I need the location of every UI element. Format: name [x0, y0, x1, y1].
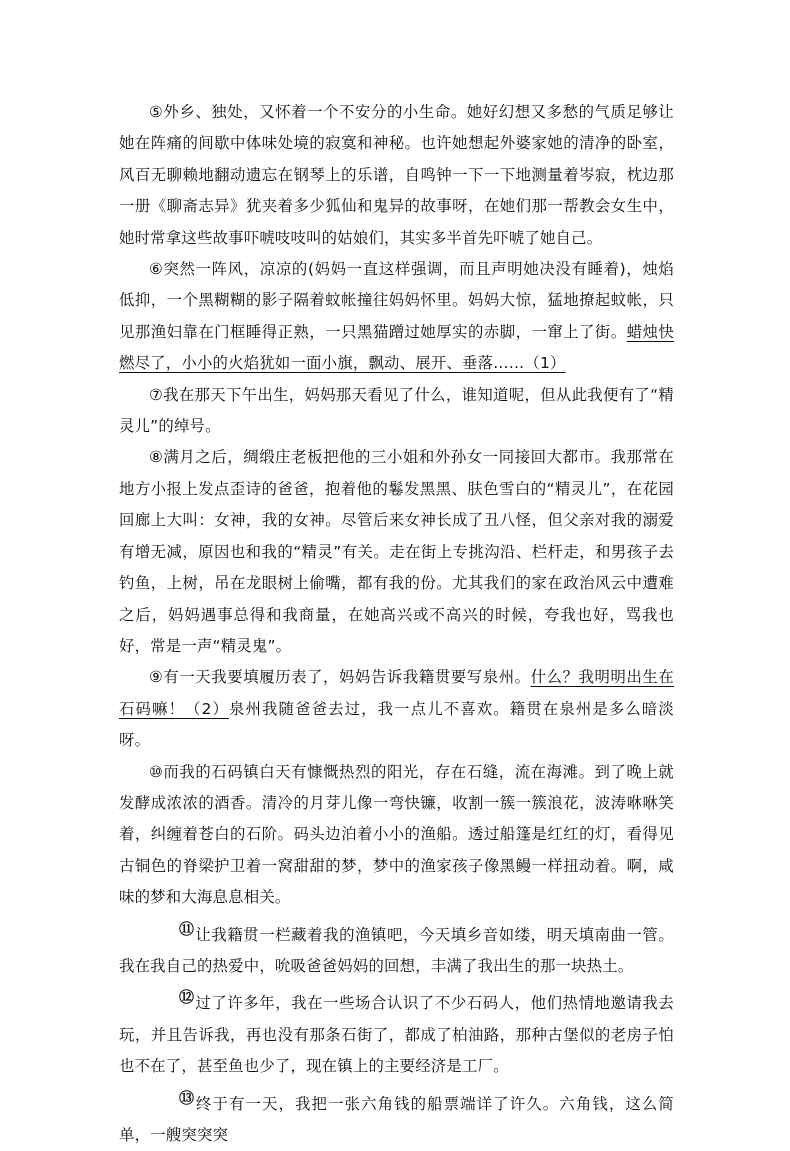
- paragraph-marker: ⑫: [179, 988, 194, 1007]
- paragraph-7: [119, 380, 674, 443]
- paragraph-marker: ⑬: [179, 1088, 194, 1107]
- paragraph-text: 突然一阵风，凉凉的(妈妈一直这样强调，而且声明她决没有睡着)，烛焰低抑，一个黑糊糊的影子隔着蚊帐撞往妈妈怀里。妈妈大惊，猛地撩起蚊帐，只见那渔妇靠在门框睡得正熟，一只黑猫蹭过她厚实的赤脚，一窜上了街。: [119, 260, 675, 341]
- underlined-question-1: 蜡烛快燃尽了，小小的火焰犹如一面小旗，飘动、展开、垂落……（1）: [119, 322, 674, 373]
- paragraph-11: [119, 914, 674, 983]
- paragraph-text: 我在那天下午出生，妈妈那天看见了什么，谁知道呢，但从此我便有了“精灵儿”的绰号。: [119, 385, 675, 436]
- underlined-question-2: 什么？我明明出生在石码嘛！（2）: [119, 668, 674, 718]
- paragraph-13: [119, 1083, 674, 1151]
- paragraph-marker: ⑥: [149, 260, 164, 279]
- paragraph-text: 泉州我随爸爸去过，我一点儿不喜欢。籍贯在泉州是多么暗淡呀。: [119, 699, 674, 750]
- paragraph-text: 而我的石码镇白天有慷慨热烈的阳光，存在石缝，流在海滩。到了晚上就发酵成浓浓的酒香。清冷的月芽儿像一弯快镰，收割一簇一簇浪花，波涛咻咻笑着，纠缠着苍白的石阶。码头边泊着小小的渔船。透过船篷是红红的灯，看得见古铜色的脊梁护卫着一窝甜甜的梦，梦中的渔家孩子像黑鳗一样扭动着。啊，咸味的梦和大海息息相关。: [119, 762, 675, 907]
- paragraph-5: [119, 97, 674, 254]
- paragraph-marker: ⑧: [149, 448, 164, 467]
- paragraph-marker: ⑨: [149, 668, 164, 687]
- paragraph-text: 过了许多年，我在一些场合认识了不少石码人，他们热情地邀请我去玩，并且告诉我，再也没有那条石街了，都成了柏油路，那种古堡似的老房子怕也不在了，甚至鱼也少了，现在镇上的主要经济是工厂。: [119, 994, 674, 1076]
- paragraph-9: [119, 662, 674, 756]
- paragraph-text: 让我籍贯一栏藏着我的渔镇吧，今天填乡音如缕，明天填南曲一管。我在我自己的热爱中，吮吸爸爸妈妈的回想，丰满了我出生的那一块热土。: [119, 925, 674, 975]
- paragraph-text: 满月之后，绸缎庄老板把他的三小姐和外孙女一同接回大都市。我那常在地方小报上发点歪诗的爸爸，抱着他的鬈发黑黑、肤色雪白的“精灵儿”，在花园回廊上大叫：女神，我的女神。尽管后来女神长成了丑八怪，但父亲对我的溺爱有增无减，原因也和我的“精灵”有关。走在街上专挑沟沿、栏杆走，和男孩子去钓鱼，上树，吊在龙眼树上偷嘴，都有我的份。尤其我们的家在政治风云中遭难之后，妈妈遇事总得和我商量，在她高兴或不高兴的时候，夸我也好，骂我也好，常是一声“精灵鬼”。: [119, 448, 675, 655]
- paragraph-marker: ⑦: [149, 385, 164, 404]
- paragraph-12: [119, 982, 674, 1082]
- text-body: [119, 97, 674, 1151]
- paragraph-text: 有一天我要填履历表了，妈妈告诉我籍贯要写泉州。: [163, 668, 531, 687]
- paragraph-text: 外乡、独处，又怀着一个不安分的小生命。她好幻想又多愁的气质足够让她在阵痛的间歇中体味处境的寂寞和神秘。也许她想起外婆家她的清净的卧室，风百无聊赖地翻动遗忘在钢琴上的乐谱，自鸣钟一下一下地测量着岑寂，枕边那一册《聊斋志异》犹夹着多少狐仙和鬼异的故事呀，在她们那一帮教会女生中，她时常拿这些故事吓唬吱吱叫的姑娘们，其实多半首先吓唬了她自己。: [119, 103, 675, 247]
- paragraph-marker: ⑪: [179, 919, 194, 938]
- paragraph-10: [119, 757, 674, 914]
- paragraph-marker: ⑤: [149, 103, 164, 121]
- paragraph-text: 终于有一天，我把一张六角钱的船票端详了许久。六角钱，这么简单，一艘突突突: [119, 1094, 674, 1144]
- paragraph-6: [119, 254, 674, 380]
- paragraph-8: [119, 442, 674, 662]
- paragraph-marker: ⑩: [149, 762, 164, 781]
